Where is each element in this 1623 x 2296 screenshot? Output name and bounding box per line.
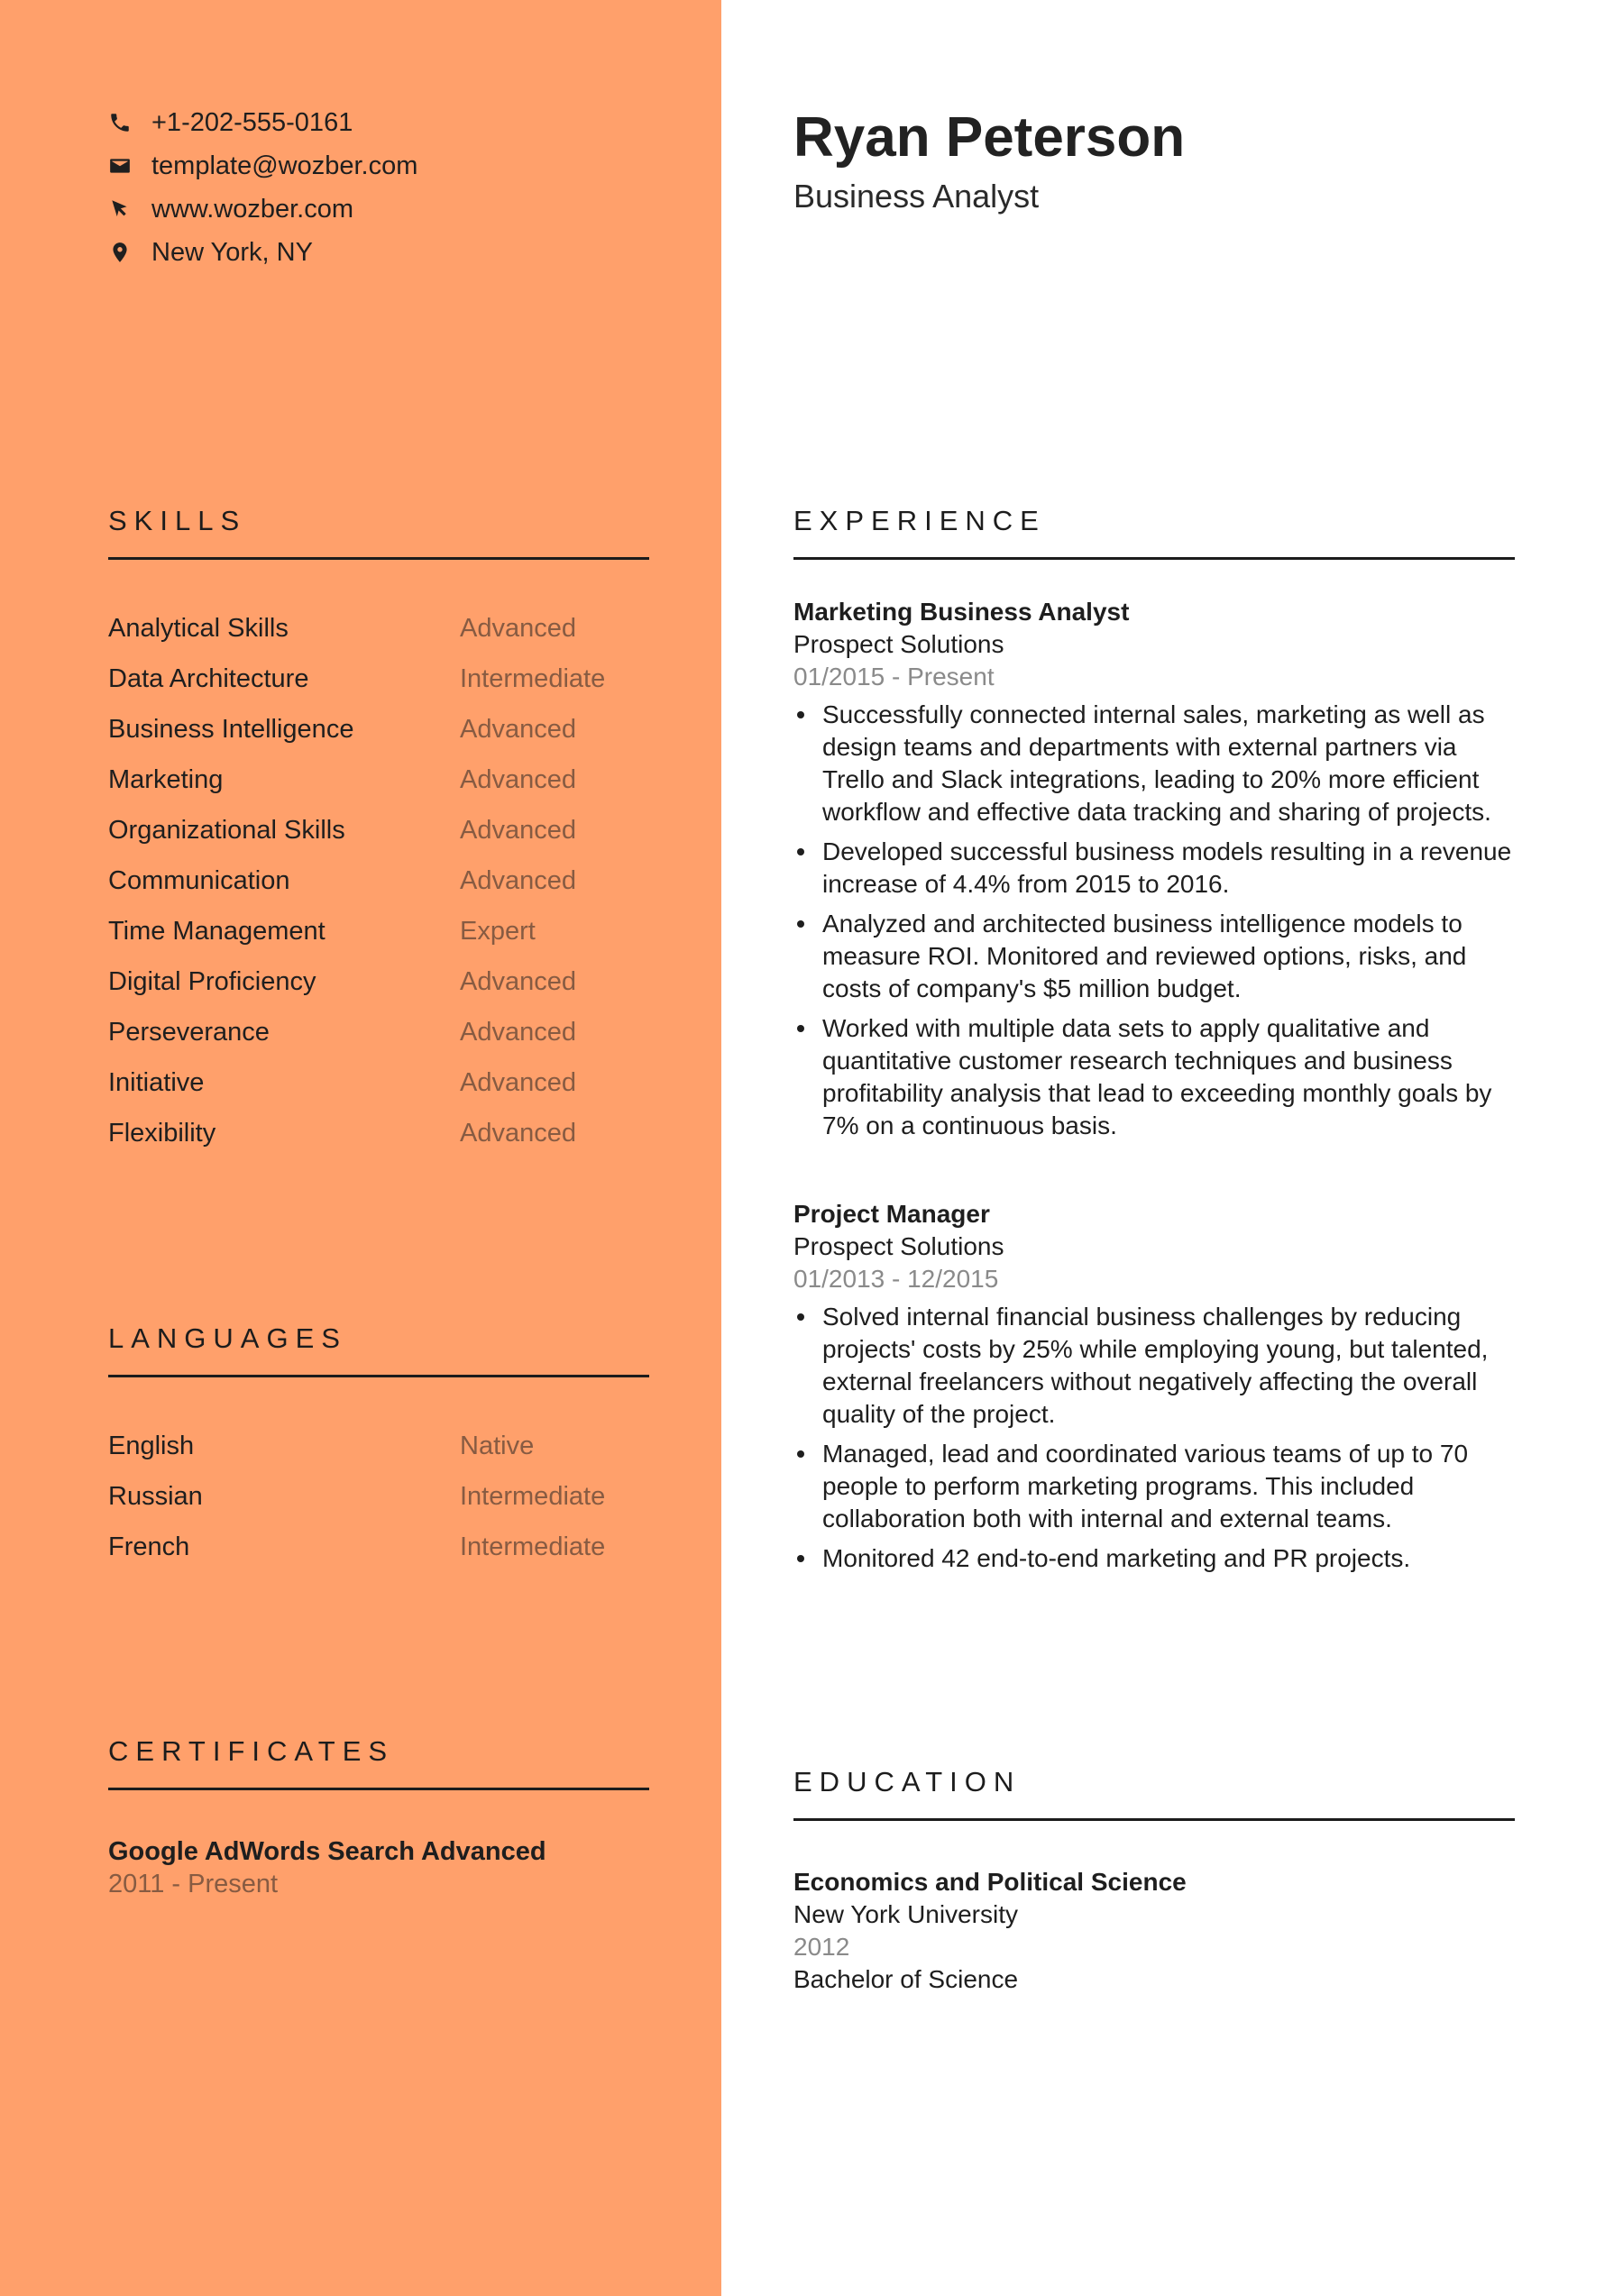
skills-section xyxy=(108,501,649,1158)
education-year: 2012 xyxy=(793,1933,850,1961)
job-company: Prospect Solutions xyxy=(793,630,1004,658)
education-heading: EDUCATION xyxy=(793,1766,1022,1797)
contact-phone xyxy=(108,101,649,144)
bullet-item xyxy=(793,836,1515,901)
bullet-item xyxy=(793,1438,1515,1535)
skill-level: Expert xyxy=(460,916,536,946)
certificate-name: Google AdWords Search Advanced xyxy=(108,1837,546,1866)
language-row xyxy=(108,1471,649,1522)
education-section xyxy=(793,1762,1515,1996)
job-company: Prospect Solutions xyxy=(793,1232,1004,1260)
skill-row xyxy=(108,1108,649,1158)
skill-row xyxy=(108,755,649,805)
job-entry xyxy=(793,1198,1515,1575)
skill-row xyxy=(108,855,649,906)
language-name: French xyxy=(108,1532,190,1561)
education-divider xyxy=(793,1818,1515,1821)
bullet-dot xyxy=(797,920,804,928)
bullet-text: Analyzed and architected business intelligence models to measure ROI. Monitored and reviewed options, risks, and costs of company's $5 million budget. xyxy=(822,910,1467,1002)
job-bullets xyxy=(793,699,1515,1142)
language-level: Intermediate xyxy=(460,1481,606,1511)
skill-name: Digital Proficiency xyxy=(108,966,316,996)
skill-level: Advanced xyxy=(460,764,576,794)
skill-name: Communication xyxy=(108,865,290,895)
language-name: Russian xyxy=(108,1481,203,1511)
skill-row xyxy=(108,704,649,755)
skill-name: Business Intelligence xyxy=(108,714,354,744)
skills-divider xyxy=(108,557,649,560)
contact-location xyxy=(108,231,649,274)
skill-name: Organizational Skills xyxy=(108,815,345,845)
contact-list xyxy=(108,101,649,274)
skill-row xyxy=(108,603,649,654)
job-dates: 01/2013 - 12/2015 xyxy=(793,1265,999,1293)
skill-row xyxy=(108,906,649,956)
experience-section xyxy=(793,501,1515,1582)
bullet-item xyxy=(793,1542,1515,1575)
bullet-text: Managed, lead and coordinated various teams of up to 70 people to perform marketing programs. This included collaboration both with internal and external teams. xyxy=(822,1440,1469,1532)
job-entry xyxy=(793,596,1515,1142)
sidebar xyxy=(0,0,721,2296)
languages-section xyxy=(108,1319,649,1572)
bullet-text: Successfully connected internal sales, marketing as well as design teams and departments with external partners via Trello and Slack integrations, leading to 20% more efficient workflow and effective data tracking and sharing of projects. xyxy=(822,700,1491,826)
skill-name: Marketing xyxy=(108,764,224,794)
education-entry xyxy=(793,1866,1515,1996)
bullet-dot xyxy=(797,1555,804,1562)
bullet-dot xyxy=(797,711,804,718)
envelope-icon xyxy=(108,144,151,188)
candidate-title: Business Analyst xyxy=(793,178,1040,215)
certificates-section xyxy=(108,1732,649,1900)
skill-name: Time Management xyxy=(108,916,326,946)
bullet-text: Developed successful business models resulting in a revenue increase of 4.4% from 2015 to 2016. xyxy=(822,837,1512,898)
languages-divider xyxy=(108,1375,649,1377)
skill-level: Advanced xyxy=(460,966,576,996)
certificate-date: 2011 - Present xyxy=(108,1870,279,1898)
contact-website xyxy=(108,188,649,231)
job-dates: 01/2015 - Present xyxy=(793,663,995,691)
skill-name: Data Architecture xyxy=(108,663,309,693)
bullet-text: Worked with multiple data sets to apply qualitative and quantitative customer research techniques and business profitability analysis that lead to exceeding monthly goals by 7% on a continuous basis. xyxy=(822,1014,1492,1139)
language-name: English xyxy=(108,1431,195,1460)
contact-website-text[interactable]: www.wozber.com xyxy=(151,194,354,224)
skill-row xyxy=(108,1057,649,1108)
bullet-text: Solved internal financial business challenges by reducing projects' costs by 25% while employing young, but talented, external freelancers without negatively affecting the overall quality of the project. xyxy=(822,1303,1489,1428)
bullet-dot xyxy=(797,1025,804,1032)
bullet-text: Monitored 42 end-to-end marketing and PR projects. xyxy=(822,1544,1411,1572)
skill-level: Intermediate xyxy=(460,663,606,693)
bullet-dot xyxy=(797,1313,804,1321)
bullet-item xyxy=(793,908,1515,1005)
skill-level: Advanced xyxy=(460,1118,576,1148)
skill-row xyxy=(108,805,649,855)
contact-email-text[interactable]: template@wozber.com xyxy=(151,151,418,180)
phone-icon xyxy=(108,101,151,144)
education-school: New York University xyxy=(793,1900,1018,1928)
skill-level: Advanced xyxy=(460,1017,576,1047)
skill-level: Advanced xyxy=(460,815,576,845)
certificates-heading: CERTIFICATES xyxy=(108,1735,395,1767)
contact-location-text: New York, NY xyxy=(151,237,313,267)
skill-name: Initiative xyxy=(108,1067,205,1097)
language-level: Intermediate xyxy=(460,1532,606,1561)
skill-row xyxy=(108,956,649,1007)
skill-level: Advanced xyxy=(460,613,576,643)
location-pin-icon xyxy=(108,231,151,274)
bullet-item xyxy=(793,699,1515,828)
skills-heading: SKILLS xyxy=(108,505,247,536)
languages-list xyxy=(108,1421,649,1572)
education-field: Economics and Political Science xyxy=(793,1868,1187,1896)
job-title: Project Manager xyxy=(793,1200,990,1228)
skill-name: Analytical Skills xyxy=(108,613,289,643)
job-title: Marketing Business Analyst xyxy=(793,598,1130,626)
candidate-name: Ryan Peterson xyxy=(793,106,1186,169)
skill-row xyxy=(108,1007,649,1057)
skill-level: Advanced xyxy=(460,1067,576,1097)
job-bullets xyxy=(793,1301,1515,1575)
experience-divider xyxy=(793,557,1515,560)
language-row xyxy=(108,1421,649,1471)
skills-list xyxy=(108,603,649,1158)
skill-name: Perseverance xyxy=(108,1017,270,1047)
languages-heading: LANGUAGES xyxy=(108,1322,347,1354)
contact-email xyxy=(108,144,649,188)
skill-level: Advanced xyxy=(460,865,576,895)
contact-phone-text[interactable]: +1-202-555-0161 xyxy=(151,107,353,137)
education-degree: Bachelor of Science xyxy=(793,1965,1019,1993)
bullet-dot xyxy=(797,848,804,855)
certificates-divider xyxy=(108,1788,649,1790)
experience-heading: EXPERIENCE xyxy=(793,505,1046,536)
bullet-item xyxy=(793,1301,1515,1431)
skill-name: Flexibility xyxy=(108,1118,216,1148)
skill-row xyxy=(108,654,649,704)
language-level: Native xyxy=(460,1431,535,1460)
skill-level: Advanced xyxy=(460,714,576,744)
bullet-item xyxy=(793,1012,1515,1142)
bullet-dot xyxy=(797,1450,804,1458)
cursor-icon xyxy=(108,188,151,231)
language-row xyxy=(108,1522,649,1572)
